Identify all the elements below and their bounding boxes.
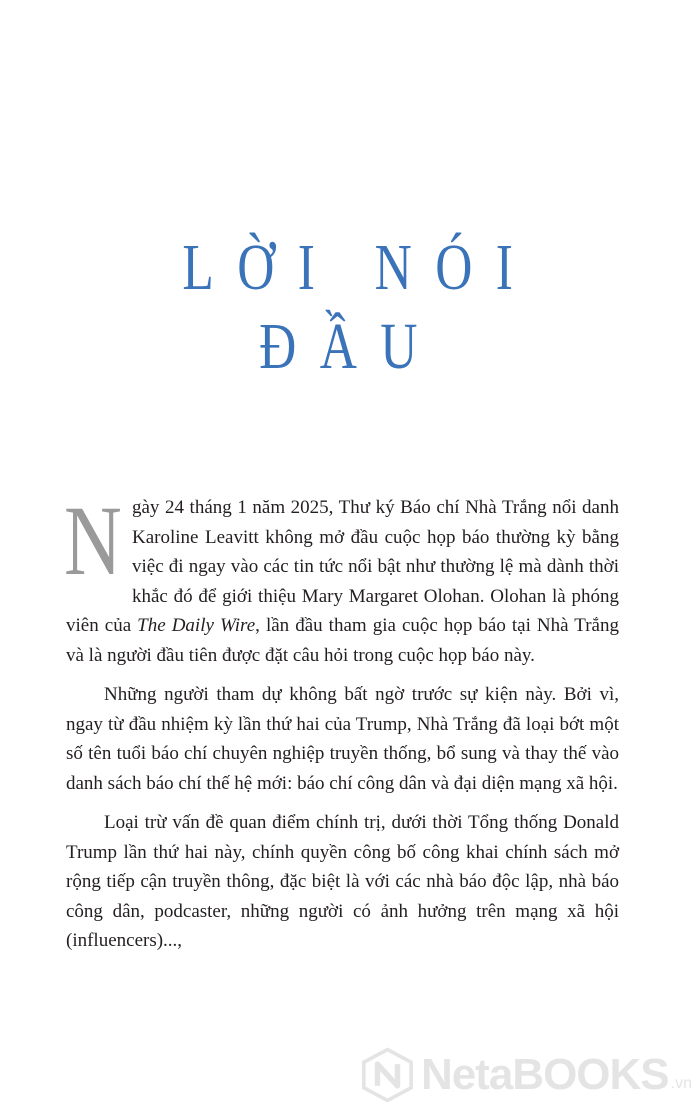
body-text [64,485,619,966]
chapter-title: LỜI NÓI ĐẦU [182,231,537,384]
watermark-suffix: .vn [670,1075,692,1092]
paragraph-1-text-a: gày 24 tháng 1 năm 2025, Thư ký Báo chí Nhà Trắng nổi danh Karoline Leavitt không mở đầu cuộc họp báo thường kỳ bằng việc đi ngay vào các tin tức nổi bật như thường lệ mà dành thời khắc đó để giới thiệu Mary Margaret Olohan. Olohan là phóng viên của [66,497,619,636]
paragraph-3: Loại trừ vấn đề quan điểm chính trị, dưới thời Tổng thống Donald Trump lần thứ hai này, chính quyền công bố công khai chính sách mở rộng tiếp cận truyền thông, đặc biệt là với các nhà báo độc lập, nhà báo công dân, podcaster, những người có ảnh hưởng trên mạng xã hội (influencers)..., [66,812,619,951]
watermark [362,1043,692,1107]
watermark-name: NetaBOOKS [420,1050,669,1099]
netabooks-logo-icon [362,1045,413,1105]
paragraph-1 [64,485,619,670]
paragraph-2: Những người tham dự không bất ngờ trước sự kiện này. Bởi vì, ngay từ đầu nhiệm kỳ lần thứ hai của Trump, Nhà Trắng đã loại bớt một số tên tuổi báo chí chuyên nghiệp truyền thống, bổ sung và thay thế vào danh sách báo chí thế hệ mới: báo chí công dân và đại diện mạng xã hội. [66,684,619,794]
paragraph-1-text-b: , lần đầu tham gia cuộc họp báo tại Nhà Trắng và là người đầu tiên được đặt câu hỏi trong cuộc họp báo này. [66,615,619,666]
publication-name: The Daily Wire [137,615,256,636]
drop-cap: N [64,485,122,596]
